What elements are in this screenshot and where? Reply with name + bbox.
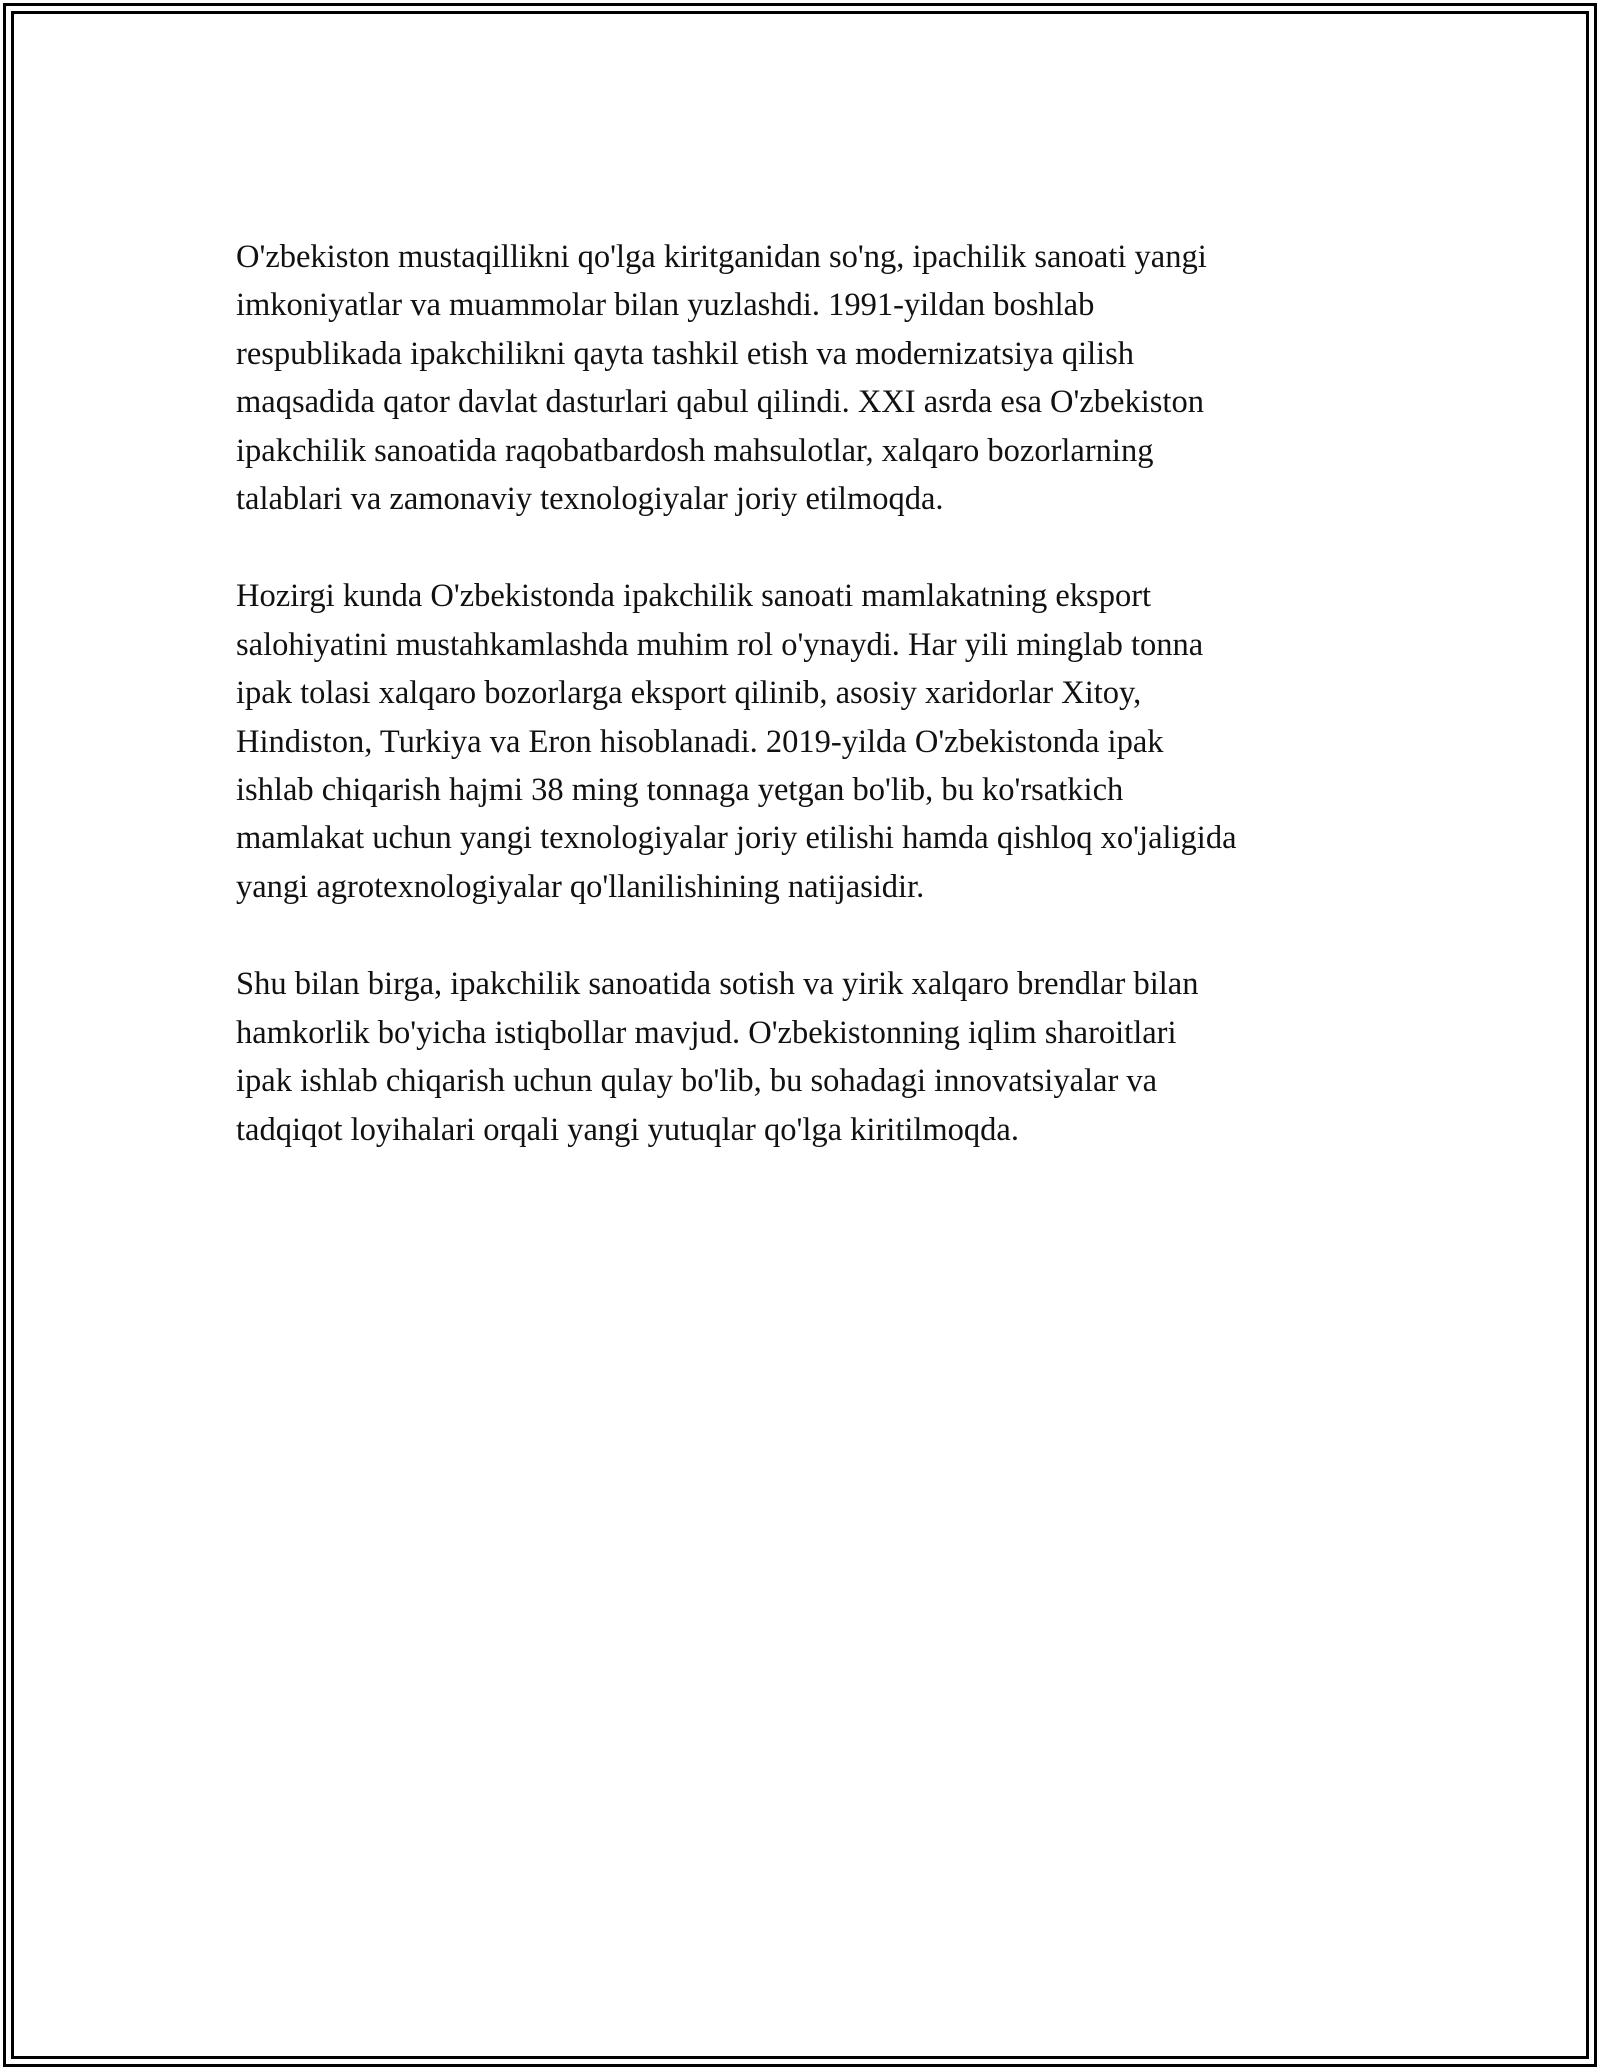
text-line: Hozirgi kunda O'zbekistonda ipakchilik sanoati mamlakatning eksport	[236, 578, 1152, 615]
text-line: talablari va zamonaviy texnologiyalar joriy etilmoqda.	[236, 481, 944, 518]
text-line: mamlakat uchun yangi texnologiyalar joriy etilishi hamda qishloq xo'jaligida	[236, 820, 1237, 857]
text-line: respublikada ipakchilikni qayta tashkil etish va modernizatsiya qilish	[236, 335, 1135, 372]
text-line: ishlab chiqarish hajmi 38 ming tonnaga yetgan bo'lib, bu ko'rsatkich	[236, 772, 1124, 809]
text-line: ipakchilik sanoatida raqobatbardosh mahsulotlar, xalqaro bozorlarning	[236, 432, 1154, 469]
paragraph	[236, 572, 1376, 911]
text-line: Hindiston, Turkiya va Eron hisoblanadi. 2019-yilda O'zbekistonda ipak	[236, 723, 1164, 760]
text-line: ipak ishlab chiqarish uchun qulay bo'lib, bu sohadagi innovatsiyalar va	[236, 1063, 1158, 1100]
paragraph	[236, 960, 1376, 1154]
text-line: imkoniyatlar va muammolar bilan yuzlashdi. 1991-yildan boshlab	[236, 287, 1095, 324]
text-line: ipak tolasi xalqaro bozorlarga eksport qilinib, asosiy xaridorlar Xitoy,	[236, 675, 1142, 712]
document-body	[236, 233, 1376, 1203]
text-line: O'zbekiston mustaqillikni qo'lga kiritganidan so'ng, ipachilik sanoati yangi	[236, 239, 1207, 275]
text-line: hamkorlik bo'yicha istiqbollar mavjud. O'zbekistonning iqlim sharoitlari	[236, 1014, 1177, 1051]
text-line: Shu bilan birga, ipakchilik sanoatida sotish va yirik xalqaro brendlar bilan	[236, 966, 1199, 1003]
text-line: maqsadida qator davlat dasturlari qabul qilindi. XXI asrda esa O'zbekiston	[236, 384, 1204, 421]
text-line: yangi agrotexnologiyalar qo'llanilishining natijasidir.	[236, 868, 925, 905]
paragraph	[236, 233, 1376, 523]
text-line: tadqiqot loyihalari orqali yangi yutuqlar qo'lga kiritilmoqda.	[236, 1111, 1019, 1148]
text-line: salohiyatini mustahkamlashda muhim rol o'ynaydi. Har yili minglab tonna	[236, 626, 1204, 663]
